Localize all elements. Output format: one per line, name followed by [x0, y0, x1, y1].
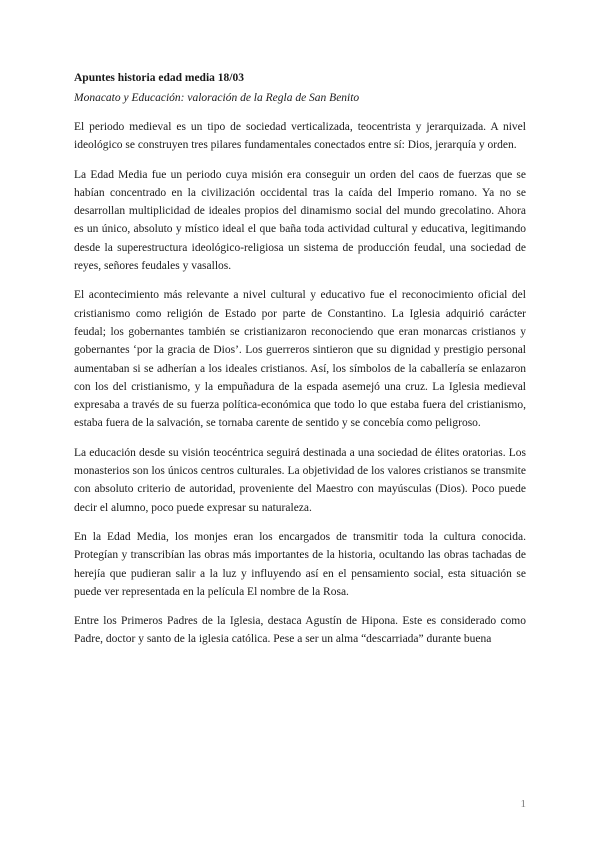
- paragraph-6: Entre los Primeros Padres de la Iglesia, destaca Agustín de Hipona. Este es considerado como Padre, doctor y santo de la iglesia católica. Pese a ser un alma “descarriada” durante buena: [74, 615, 526, 646]
- page-number: 1: [520, 798, 526, 810]
- paragraph-1: El periodo medieval es un tipo de sociedad verticalizada, teocentrista y jerarquizada. A nivel ideológico se construyen tres pilares fundamentales conectados entre sí: Dios, jerarquía y orden.: [74, 121, 526, 152]
- document-title: Apuntes historia edad media 18/03: [74, 72, 244, 84]
- paragraph-4: La educación desde su visión teocéntrica seguirá destinada a una sociedad de élites oratorias. Los monasterios son los únicos centros culturales. La objetividad de los valores cristianos se transmite con absoluto criterio de autoridad, proveniente del Maestro con mayúsculas (Dios). Poco puede decir el alumno, poco puede expresar su naturaleza.: [74, 446, 526, 514]
- paragraph-5: En la Edad Media, los monjes eran los encargados de transmitir toda la cultura conocida. Protegían y transcribían las obras más importantes de la historia, ocultando las obras tachadas de herejía que pudieran salir a la luz y influyendo así en el pensamiento social, esta situación se puede ver representada en la película El nombre de la Rosa.: [74, 530, 526, 598]
- paragraph-3: El acontecimiento más relevante a nivel cultural y educativo fue el reconocimiento oficial del cristianismo como religión de Estado por parte de Constantino. La Iglesia adquirió carácter feudal; los gobernantes también se cristianizaron reconociendo que eran monarcas cristianos y gobernantes ‘por la gracia de Dios’. Los guerreros sintieron que su dignidad y prestigio personal aumentaban si se adherían a los ideales cristianos. Así, los símbolos de la caballería se enlazaron con los del cristianismo, y la empuñadura de la espada asemejó una cruz. La Iglesia medieval expresaba a través de su fuerza política-económica que todo lo que estaba fuera del cristianismo, estaba fuera de la salvación, se tornaba carente de sentido y se concebía como peligroso.: [74, 289, 526, 430]
- paragraph-2: La Edad Media fue un periodo cuya misión era conseguir un orden del caos de fuerzas que se habían concentrado en la civilización occidental tras la caída del Imperio romano. Ya no se desarrollan multiplicidad de ideales propios del dinamismo social del mundo grecolatino. Ahora es un único, absoluto y místico ideal el que baña toda actividad cultural y educativa, legitimando desde la superestructura ideológico-religiosa un sistema de producción feudal, una sociedad de reyes, señores feudales y vasallos.: [74, 168, 526, 273]
- document-subtitle: Monacato y Educación: valoración de la Regla de San Benito: [74, 92, 360, 104]
- document-body: [74, 70, 526, 660]
